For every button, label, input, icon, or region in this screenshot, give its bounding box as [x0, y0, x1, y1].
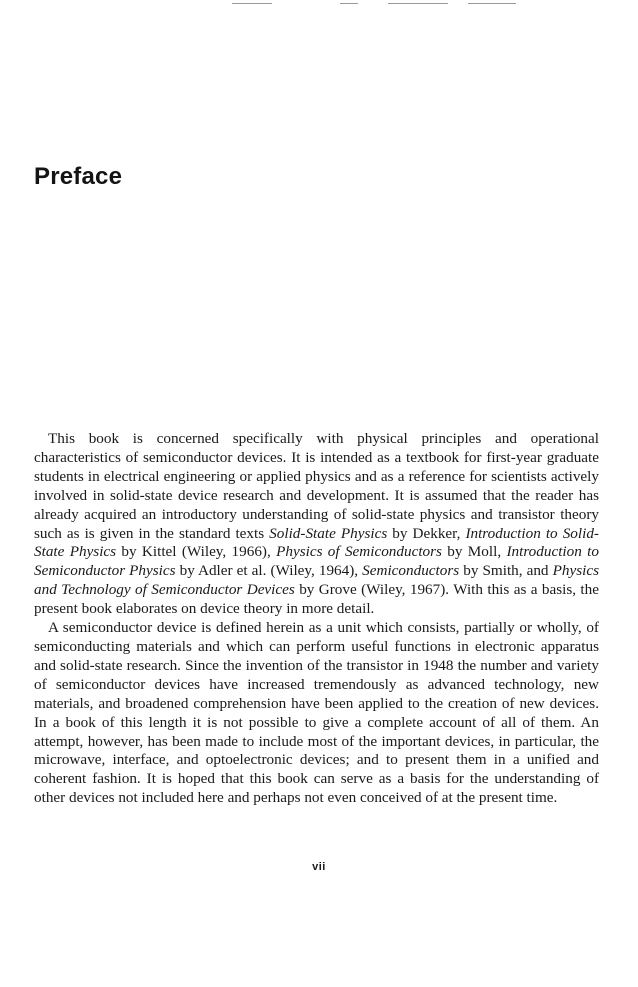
scan-edge-mark	[340, 3, 358, 4]
book-title-moll: Physics of Semiconductors	[276, 543, 442, 561]
book-title-grove: Physics and Technology of Semiconductor Devices	[34, 562, 599, 599]
book-title-smith: Semiconductors	[362, 562, 460, 580]
text-run: A semiconductor device is defined herein as a unit which consists, partially or wholly, of semiconducting materials and which can perform useful functions in electronic apparatus and solid-state research. Since the invention of the transistor in 1948 the number and variety of semiconductor devices have increased tremendously as advanced technology, new materials, and broadened comprehension have been applied to the creation of new devices. In a book of this length it is not possible to give a complete account of all of them. An attempt, however, has been made to include most of the important devices, in particular, the microwave, interface, and optoelectronic devices; and to present them in a unified and coherent fashion. It is hoped that this book can serve as a basis for the understanding of other devices not included here and perhaps not even conceived of at the present time.	[34, 619, 599, 807]
paragraph-1	[34, 430, 599, 619]
text-run: by Moll,	[441, 543, 507, 561]
book-title-dekker: Solid-State Physics	[269, 524, 388, 542]
scan-edge-mark	[232, 3, 272, 4]
book-title-kittel: Introduction to Solid-State Physics	[34, 524, 599, 561]
scan-edge-mark	[468, 3, 516, 4]
text-run: by Grove (Wiley, 1967). With this as a basis, the present book elaborates on device theory in more detail.	[34, 581, 599, 618]
paragraph-2	[34, 619, 599, 808]
page-title: Preface	[34, 163, 123, 190]
scan-edge-mark	[388, 3, 448, 4]
text-run: This book is concerned specifically with physical principles and operational characteristics of semiconductor devices. It is intended as a textbook for first-year graduate students in electrical engineering or applied physics and as a reference for scientists actively involved in solid-state device research and development. It is assumed that the reader has already acquired an introductory understanding of solid-state physics and transistor theory such as is given in the standard texts	[34, 430, 599, 542]
text-run: by Smith, and	[459, 562, 553, 580]
text-run: by Kittel (Wiley, 1966),	[116, 543, 277, 561]
book-title-adler: Introduction to Semiconductor Physics	[34, 543, 599, 580]
preface-body	[34, 430, 599, 808]
text-run: by Adler et al. (Wiley, 1964),	[175, 562, 363, 580]
page-number: vii	[312, 861, 326, 873]
text-run: by Dekker,	[387, 524, 466, 542]
